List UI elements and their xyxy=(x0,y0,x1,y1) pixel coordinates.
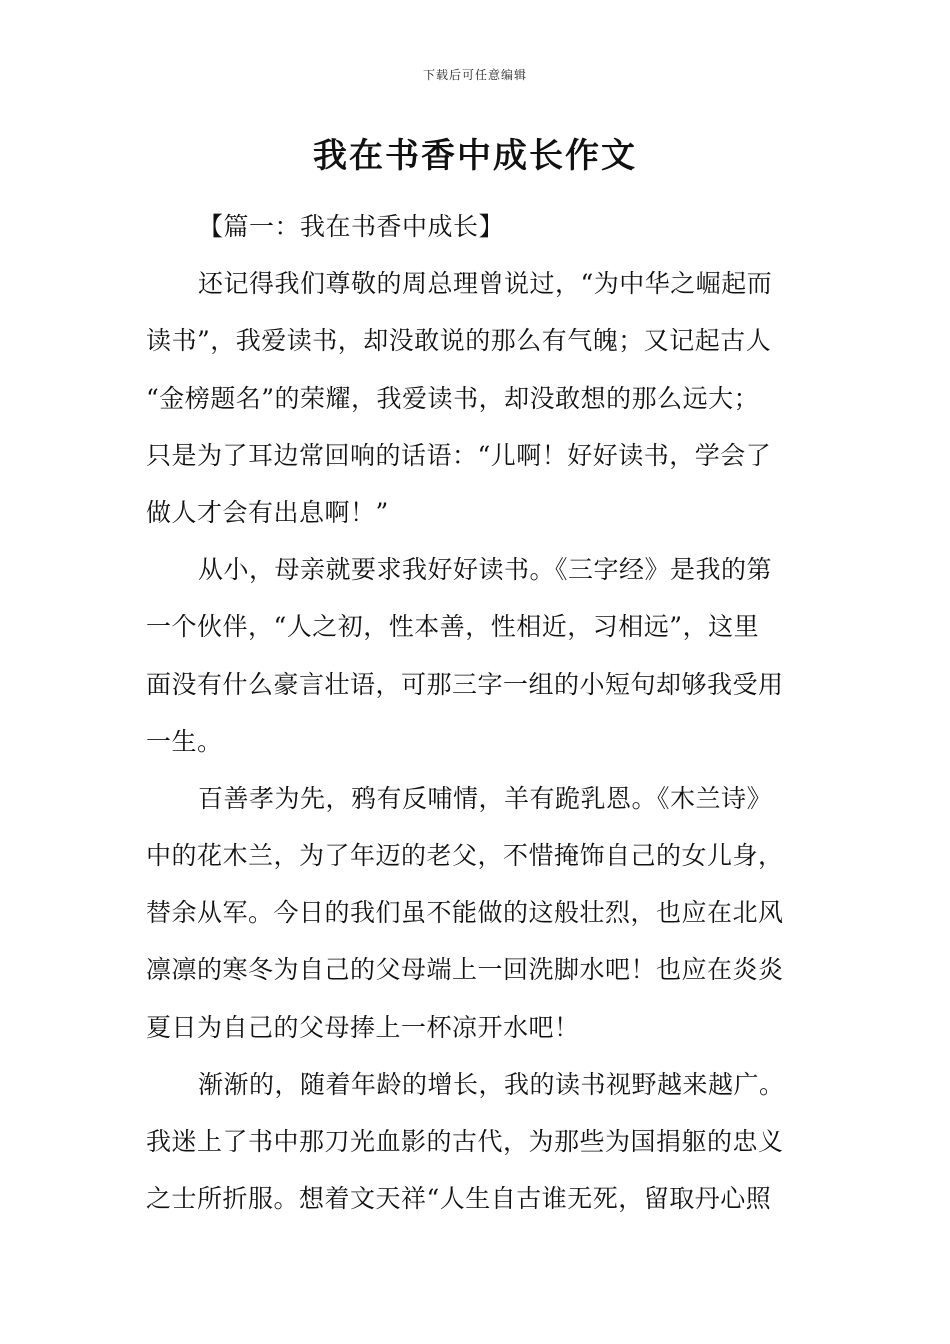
paragraph-line: 面没有什么豪言壮语，可那三字一组的小短句却够我受用 xyxy=(146,669,784,699)
paragraph-line: 我迷上了书中那刀光血影的古代，为那些为国捐躯的忠义 xyxy=(146,1127,784,1156)
paragraph-line: 夏日为自己的父母捧上一杯凉开水吧！ xyxy=(146,1012,580,1042)
paragraph-line: 做人才会有出息啊！” xyxy=(146,497,389,527)
document-title: 我在书香中成长作文 xyxy=(313,136,637,176)
paragraph-line: 一个伙伴，“人之初，性本善，性相近，习相远”，这里 xyxy=(146,612,760,642)
paragraph-line: 之士所折服。想着文天祥“人生自古谁无死，留取丹心照 xyxy=(146,1184,772,1214)
paragraph-line: “金榜题名”的荣耀，我爱读书，却没敢想的那么远大； xyxy=(146,383,760,413)
paragraph-line: 读书”，我爱读书，却没敢说的那么有气魄；又记起古人 xyxy=(146,326,772,356)
paragraph-line: 替余从军。今日的我们虽不能做的这般壮烈，也应在北风 xyxy=(146,898,784,928)
paragraph-line: 一生。 xyxy=(146,726,223,756)
paragraph-line: 百善孝为先，鸦有反哺情，羊有跪乳恩。《木兰诗》 xyxy=(198,783,773,813)
paragraph-line: 只是为了耳边常回响的话语：“儿啊！好好读书，学会了 xyxy=(146,440,772,470)
paragraph-line: 还记得我们尊敬的周总理曾说过，“为中华之崛起而 xyxy=(198,269,773,299)
section-heading: 【篇一：我在书香中成长】 xyxy=(198,212,505,241)
document-body xyxy=(146,198,806,1227)
paragraph-line: 中的花木兰，为了年迈的老父，不惜掩饰自己的女儿身， xyxy=(146,841,784,871)
paragraph-line: 凛凛的寒冬为自己的父母端上一回洗脚水吧！也应在炎炎 xyxy=(146,955,784,985)
paragraph-line: 从小，母亲就要求我好好读书。《三字经》是我的第 xyxy=(198,555,773,585)
paragraph-line: 渐渐的，随着年龄的增长，我的读书视野越来越广。 xyxy=(198,1069,785,1099)
page-header: 下载后可任意编辑 xyxy=(422,68,527,82)
